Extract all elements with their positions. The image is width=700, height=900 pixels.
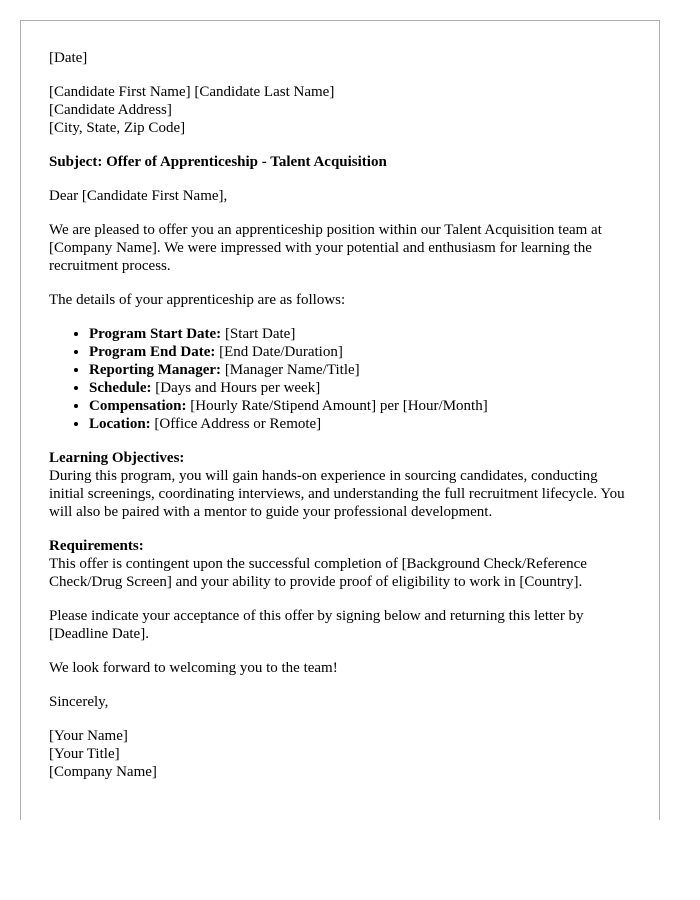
signer-title: [Your Title]	[49, 746, 120, 762]
detail-value: [End Date/Duration]	[215, 344, 343, 360]
recipient-city-state-zip: [City, State, Zip Code]	[49, 120, 186, 136]
learning-objectives-text: During this program, you will gain hands-on experience in sourcing candidates, conducting initial screenings, coordinating interviews, and understanding the full recruitment lifecycle. You will also be paired with a mentor to guide your professional development.	[49, 468, 625, 520]
details-list	[49, 325, 631, 433]
details-intro: The details of your apprenticeship are as follows:	[49, 292, 346, 308]
signer-name: [Your Name]	[49, 728, 128, 744]
detail-value: [Hourly Rate/Stipend Amount] per [Hour/Month]	[186, 398, 488, 414]
detail-label: Program End Date:	[89, 344, 216, 360]
detail-label: Compensation:	[89, 398, 187, 414]
requirements-section	[49, 537, 631, 591]
recipient-block	[49, 83, 631, 137]
letter-date: [Date]	[49, 50, 88, 66]
detail-value: [Manager Name/Title]	[221, 362, 360, 378]
detail-item-compensation	[89, 397, 631, 415]
detail-value: [Days and Hours per week]	[151, 380, 321, 396]
learning-objectives-heading: Learning Objectives:	[49, 450, 185, 466]
detail-item-schedule	[89, 379, 631, 397]
closing-line: We look forward to welcoming you to the team!	[49, 660, 338, 676]
detail-value: [Office Address or Remote]	[150, 416, 322, 432]
letter-page	[20, 20, 660, 820]
learning-objectives-section	[49, 449, 631, 521]
recipient-name: [Candidate First Name] [Candidate Last Name]	[49, 84, 335, 100]
requirements-heading: Requirements:	[49, 538, 144, 554]
detail-item-location	[89, 415, 631, 433]
detail-value: [Start Date]	[221, 326, 296, 342]
detail-item-reporting-manager	[89, 361, 631, 379]
detail-item-start-date	[89, 325, 631, 343]
detail-label: Schedule:	[89, 380, 152, 396]
signer-company: [Company Name]	[49, 764, 157, 780]
detail-label: Location:	[89, 416, 151, 432]
sign-off: Sincerely,	[49, 694, 109, 710]
requirements-text: This offer is contingent upon the successful completion of [Background Check/Reference Check/Drug Screen] and your ability to provide proof of eligibility to work in [Country].	[49, 556, 587, 590]
salutation: Dear [Candidate First Name],	[49, 188, 228, 204]
recipient-address: [Candidate Address]	[49, 102, 172, 118]
letter-subject: Subject: Offer of Apprenticeship - Talent Acquisition	[49, 154, 387, 170]
intro-paragraph: We are pleased to offer you an apprenticeship position within our Talent Acquisition team at [Company Name]. We were impressed with your potential and enthusiasm for learning the recruitment process.	[49, 222, 602, 274]
acceptance-paragraph: Please indicate your acceptance of this offer by signing below and returning this letter by [Deadline Date].	[49, 608, 584, 642]
detail-label: Reporting Manager:	[89, 362, 222, 378]
detail-label: Program Start Date:	[89, 326, 222, 342]
signature-block	[49, 727, 631, 781]
detail-item-end-date	[89, 343, 631, 361]
